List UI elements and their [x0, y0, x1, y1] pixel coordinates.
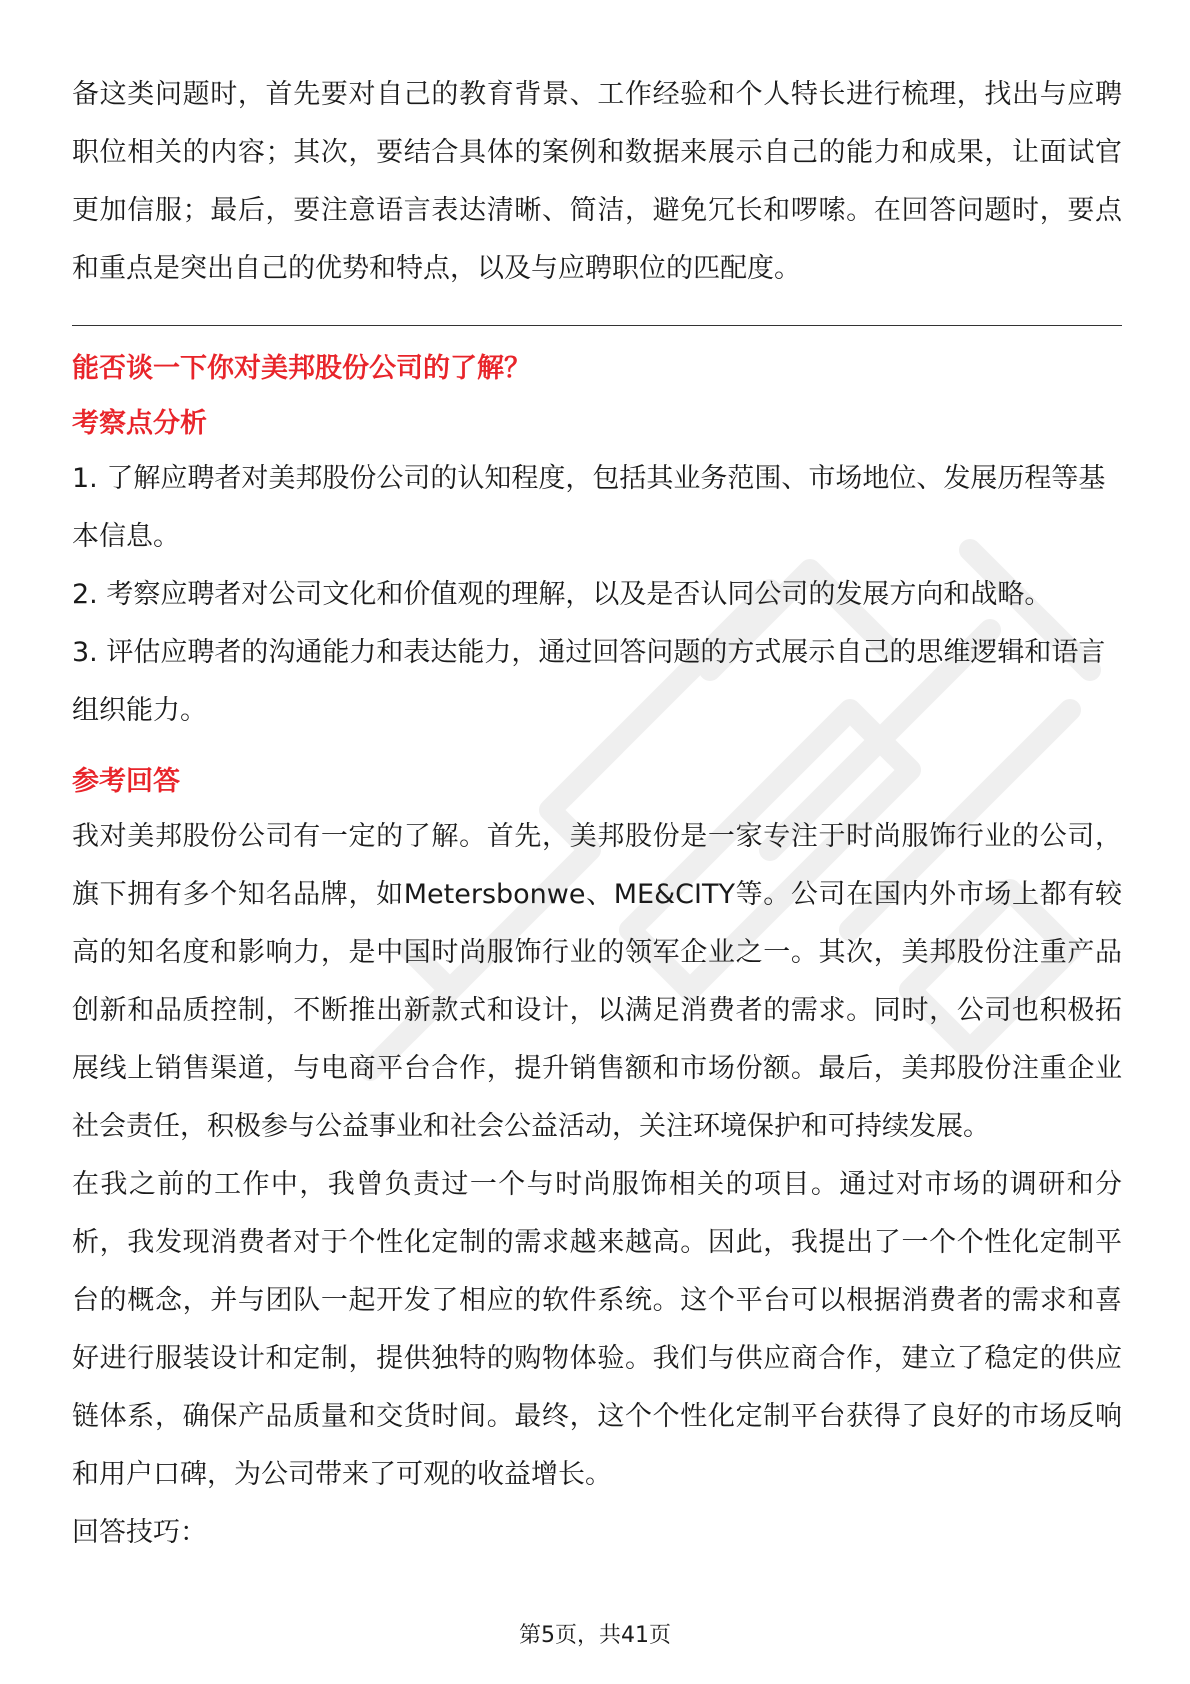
analysis-item: 2. 考察应聘者对公司文化和价值观的理解，以及是否认同公司的发展方向和战略。 — [72, 579, 1052, 610]
page-content — [72, 66, 1122, 1562]
question-heading: 能否谈一下你对美邦股份公司的了解？ — [72, 353, 531, 384]
page-footer — [0, 1618, 1190, 1649]
analysis-item: 1. 了解应聘者对美邦股份公司的认知程度，包括其业务范围、市场地位、发展历程等基本信息。 — [72, 463, 1106, 552]
analysis-heading: 考察点分析 — [72, 408, 207, 439]
reference-paragraph: 我对美邦股份公司有一定的了解。首先，美邦股份是一家专注于时尚服饰行业的公司，旗下拥有多个知名品牌，如Metersbonwe、ME&CITY等。公司在国内外市场上都有较高的知名度和影响力，是中国时尚服饰行业的领军企业之一。其次，美邦股份注重产品创新和品质控制，不断推出新款式和设计，以满足消费者的需求。同时，公司也积极拓展线上销售渠道，与电商平台合作，提升销售额和市场份额。最后，美邦股份注重企业社会责任，积极参与公益事业和社会公益活动，关注环境保护和可持续发展。 — [72, 821, 1122, 1142]
tips-label: 回答技巧： — [72, 1517, 207, 1548]
section-divider — [72, 325, 1122, 326]
reference-heading: 参考回答 — [72, 766, 180, 797]
analysis-item: 3. 评估应聘者的沟通能力和表达能力，通过回答问题的方式展示自己的思维逻辑和语言组织能力。 — [72, 637, 1106, 726]
reference-paragraph: 在我之前的工作中，我曾负责过一个与时尚服饰相关的项目。通过对市场的调研和分析，我发现消费者对于个性化定制的需求越来越高。因此，我提出了一个个性化定制平台的概念，并与团队一起开发了相应的软件系统。这个平台可以根据消费者的需求和喜好进行服装设计和定制，提供独特的购物体验。我们与供应商合作，建立了稳定的供应链体系，确保产品质量和交货时间。最终，这个个性化定制平台获得了良好的市场反响和用户口碑，为公司带来了可观的收益增长。 — [72, 1169, 1122, 1490]
intro-paragraph: 备这类问题时，首先要对自己的教育背景、工作经验和个人特长进行梳理，找出与应聘职位相关的内容；其次，要结合具体的案例和数据来展示自己的能力和成果，让面试官更加信服；最后，要注意语言表达清晰、简洁，避免冗长和啰嗦。在回答问题时，要点和重点是突出自己的优势和特点，以及与应聘职位的匹配度。 — [72, 79, 1122, 284]
page-indicator: 第5页，共41页 — [519, 1623, 671, 1648]
